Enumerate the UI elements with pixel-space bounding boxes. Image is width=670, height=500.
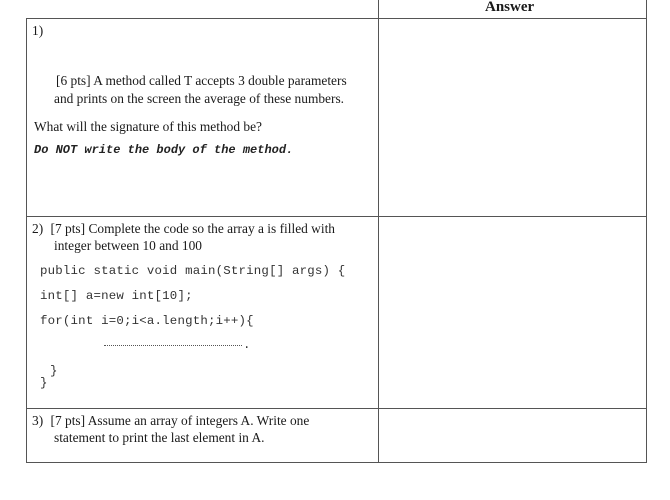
- question-2-prompt-line2: integer between 10 and 100: [54, 238, 202, 253]
- question-3-prompt-line1: [7 pts] Assume an array of integers A. Write one: [50, 413, 310, 428]
- table-left-border: [26, 18, 27, 462]
- question-2-prompt-line1: [7 pts] Complete the code so the array a is filled with: [50, 221, 335, 236]
- answer-2-cell[interactable]: [379, 217, 646, 408]
- answer-1-cell[interactable]: [379, 19, 646, 216]
- question-1-number: 1): [32, 23, 44, 38]
- code-line-for: for(int i=0;i<a.length;i++){: [40, 314, 254, 328]
- code-line-blank-period: .: [243, 338, 251, 352]
- code-line-close-for: }: [50, 364, 58, 378]
- table-bottom-border: [26, 462, 647, 463]
- question-1-prompt-line2: and prints on the screen the average of these numbers.: [54, 91, 345, 106]
- question-2-number-and-prompt: [32, 220, 335, 237]
- answer-3-cell[interactable]: [379, 409, 646, 462]
- question-3-prompt-line2: statement to print the last element in A.: [54, 430, 265, 445]
- question-1-question: What will the signature of this method be?: [34, 119, 262, 134]
- question-2-number: 2): [32, 221, 44, 236]
- answer-column-header: Answer: [485, 0, 535, 15]
- table-right-border: [646, 0, 647, 462]
- code-line-close-main: }: [40, 376, 48, 390]
- code-line-array: int[] a=new int[10];: [40, 289, 193, 303]
- fill-in-blank-line[interactable]: [104, 345, 242, 346]
- question-3-number: 3): [32, 413, 44, 428]
- question-1-instruction: Do NOT write the body of the method.: [34, 143, 294, 157]
- question-1-prompt-line1: [6 pts] A method called T accepts 3 double parameters: [56, 73, 347, 88]
- question-3-number-and-prompt: [32, 412, 309, 429]
- code-line-main: public static void main(String[] args) {: [40, 264, 346, 278]
